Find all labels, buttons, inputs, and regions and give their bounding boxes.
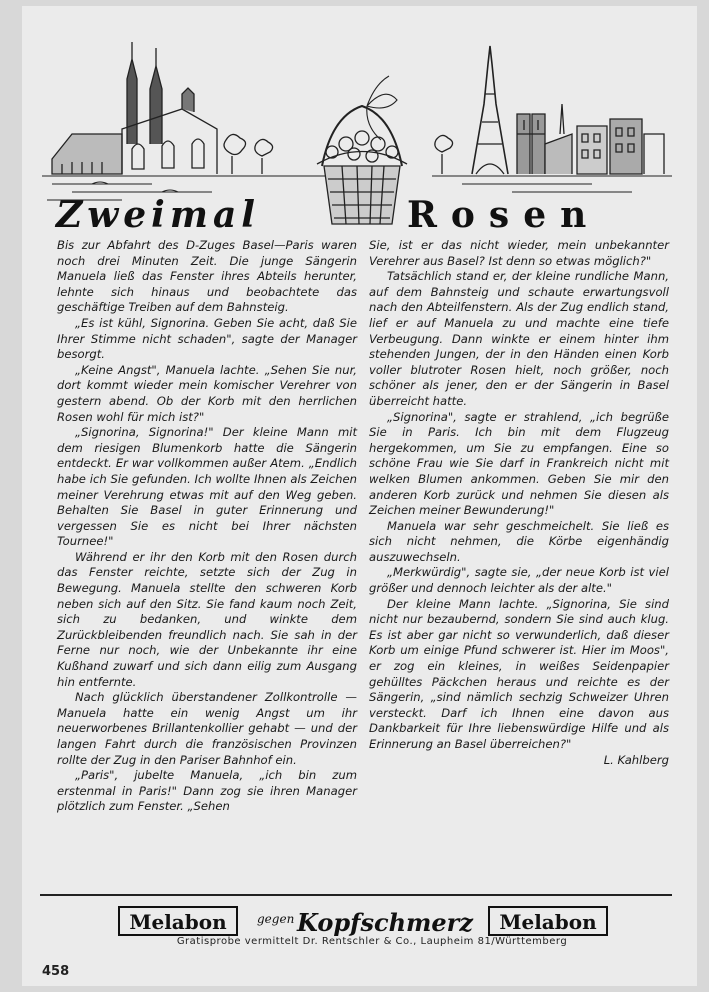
flower-basket-illustration — [317, 76, 407, 224]
paragraph: „Es ist kühl, Signorina. Geben Sie acht, daß Sie Ihrer Stimme nicht schaden", sagte der Manager besorgt. — [57, 315, 357, 362]
divider — [40, 894, 672, 896]
paragraph: Der kleine Mann lachte. „Signorina, Sie sind nicht nur bezaubernd, sondern Sie sind auch klug. Es ist aber gar nicht so verwunderlich, daß dieser Korb um einige Pfund schwerer ist. Hier im Moos", er zog ein kleines, in weißes Seidenpapier gehülltes Päckchen heraus und reichte es der Sängerin, „sind nämlich sechzig Schweizer Uhren versteckt. Darf ich Ihnen eine davon aus Dankbarkeit für Ihre liebenswürdige Hilfe und als Erinnerung an Basel überreichen?" — [369, 596, 669, 751]
author-signature: L. Kahlberg — [603, 752, 669, 767]
paragraph: „Signorina", sagte er strahlend, „ich begrüße Sie in Paris. Ich bin mit dem Flugzeug hergekommen, um Sie zu empfangen. Eine so schöne Frau wie Sie darf in Frankreich nicht mit welken Blumen ankommen. Geben Sie mir den anderen Korb zurück und nehmen Sie diesen als Zeichen meiner Bewunderung!" — [369, 409, 669, 518]
product-text: Kopfschmerz — [297, 908, 473, 937]
title-right: Rosen — [407, 194, 601, 236]
left-column — [57, 238, 357, 815]
basel-cathedral-illustration — [42, 42, 332, 200]
connector-text: gegen — [257, 912, 295, 926]
magazine-page — [22, 6, 697, 986]
paragraph: „Paris", jubelte Manuela, „ich bin zum erstenmal in Paris!" Dann zog sie ihren Manager plötzlich zum Fenster. „Sehen — [57, 768, 357, 814]
paragraph: „Keine Angst", Manuela lachte. „Sehen Sie nur, dort kommt wieder mein komischer Verehrer von gestern abend. Ob der Korb mit den herrlichen Rosen wohl für mich ist?" — [57, 362, 357, 424]
brand-left-text: Melabon — [129, 910, 227, 934]
paris-skyline-illustration — [432, 46, 672, 192]
paragraph: „Signorina, Signorina!" Der kleine Mann mit dem riesigen Blumenkorb hatte die Sängerin entdeckt. Er war vollkommen außer Atem. „Endlich habe ich Sie gefunden. Ich wollte Ihnen als Zeichen meiner Verehrung etwas mit auf den Weg geben. Behalten Sie Basel in guter Erinnerung und vergessen Sie es nicht bei Ihrer nächsten Tournee!" — [57, 425, 357, 549]
paragraph: Manuela war sehr geschmeichelt. Sie ließ es sich nicht nehmen, die Körbe eigenhändig auszuwechseln. — [369, 518, 669, 564]
paragraph: Während er ihr den Korb mit den Rosen durch das Fenster reichte, setzte sich der Zug in Bewegung. Manuela stellte den schweren Korb neben sich auf den Sitz. Sie fand kaum noch Zeit, sich zu bedanken, und winkte dem Zurückbleibenden freundlich nach. Sie sah in der Ferne nur noch, wie der Unbekannte ihr eine Kußhand zuwarf und sich dann eilig zum Ausgang hin entfernte. — [57, 549, 357, 689]
title-left: Zweimal — [56, 194, 260, 236]
paragraph: Sie, ist er das nicht wieder, mein unbekannter Verehrer aus Basel? Ist denn so etwas möglich?" — [369, 238, 669, 268]
paragraph: Tatsächlich stand er, der kleine rundliche Mann, auf dem Bahnsteig und schaute erwartungsvoll nach den Abteilfenstern. Als der Zug endlich stand, lief er auf Manuela zu und machte eine tiefe Verbeugung. Dann winkte er einem hinter ihm stehenden Jungen, der in den Händen einen Korb voller blutroter Rosen hielt, noch größer, noch schöner als jener, den er der Sängerin in Basel überreicht hatte. — [369, 269, 669, 408]
paragraph: Bis zur Abfahrt des D-Zuges Basel—Paris waren noch drei Minuten Zeit. Die junge Sängerin Manuela ließ das Fenster ihres Abteils herunter, lehnte sich hinaus und beobachtete das geschäftige Treiben auf dem Bahnsteig. — [57, 238, 357, 315]
right-column — [369, 238, 669, 768]
paragraph: „Merkwürdig", sagte sie, „der neue Korb ist viel größer und dennoch leichter als der alte." — [369, 565, 669, 596]
paragraph: Nach glücklich überstandener Zollkontrolle — Manuela hatte ein wenig Angst um ihr neuerworbenes Brillantenkollier gehabt — und der langen Fahrt durch die französischen Provinzen rollte der Zug in den Pariser Bahnhof ein. — [57, 690, 357, 767]
advertisement — [117, 901, 637, 941]
page-number: 458 — [42, 964, 70, 979]
advertisement-subline: Gratisprobe vermittelt Dr. Rentschler & Co., Laupheim 81/Württemberg — [176, 936, 568, 947]
brand-right-text: Melabon — [499, 910, 597, 934]
